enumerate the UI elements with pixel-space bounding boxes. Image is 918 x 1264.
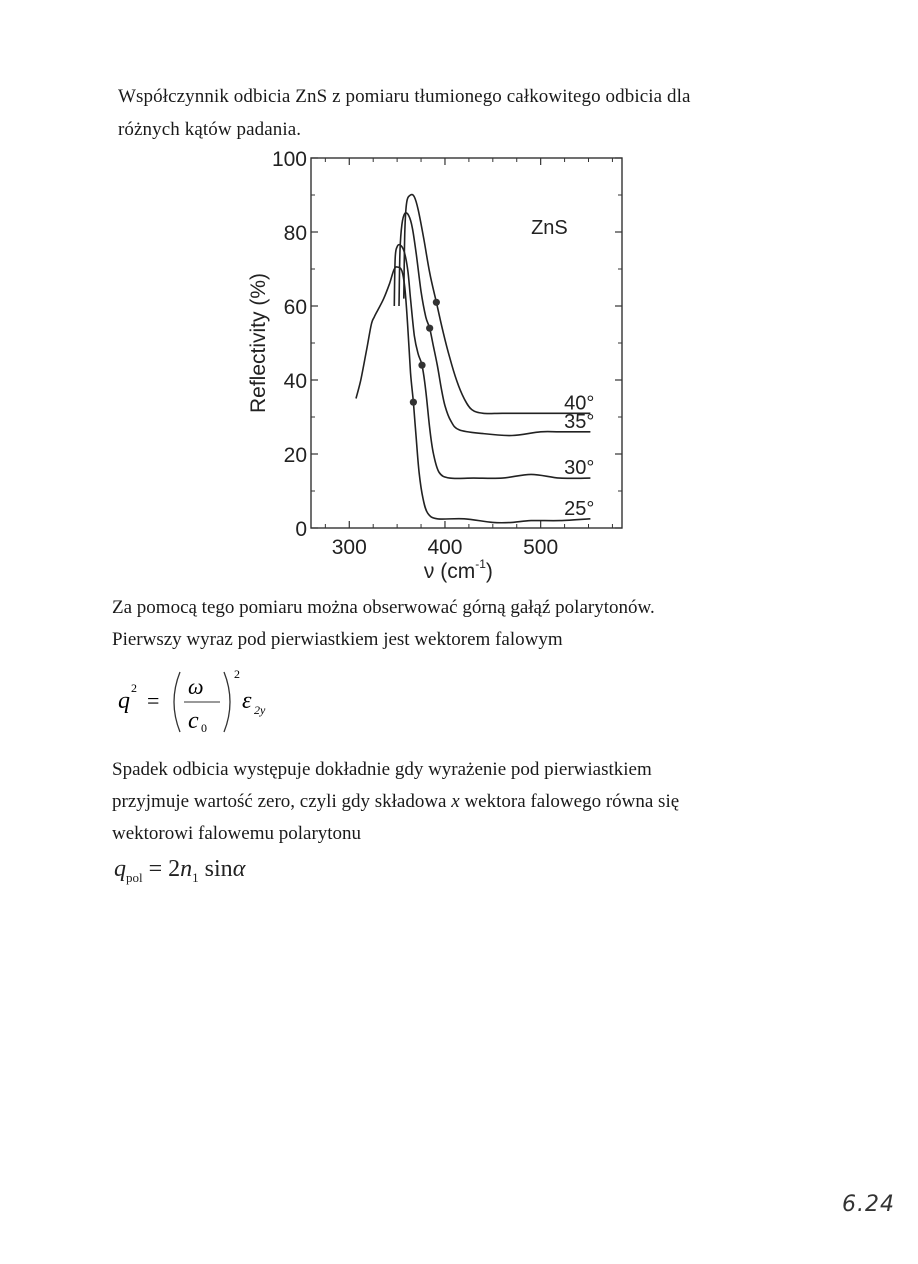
explanation-text: przyjmuje wartość zero, czyli gdy składowa — [112, 791, 452, 812]
intro-line-2: różnych kątów padania. — [118, 119, 302, 140]
variable-x: x — [451, 791, 460, 812]
wavevector-equation — [116, 666, 316, 738]
x-axis-label-close: ) — [485, 560, 493, 583]
series-label-35deg: 35° — [564, 410, 595, 433]
eq1-denominator: c — [188, 708, 199, 734]
eq1-factor-sub: 2y — [254, 703, 266, 717]
intro-line-1: Współczynnik odbicia ZnS z pomiaru tłumionego całkowitego odbicia dla — [118, 86, 691, 107]
explanation-line-3: wektorowi falowemu polarytonu — [112, 823, 362, 844]
y-tick-label: 60 — [283, 296, 307, 319]
x-tick-label: 300 — [331, 536, 367, 559]
eq1-numerator: ω — [188, 674, 204, 699]
y-tick-label: 80 — [283, 222, 307, 245]
intro-paragraph — [118, 80, 691, 146]
eq2-n: n — [180, 856, 193, 882]
series-line-30deg — [394, 245, 590, 479]
series-marker-35deg — [426, 325, 433, 332]
x-tick-label: 400 — [427, 536, 463, 559]
explanation-paragraph — [112, 754, 679, 850]
series-label-30deg: 30° — [564, 457, 595, 480]
explanation-text: wektora falowego równa się — [459, 791, 680, 812]
y-axis-label: Reflectivity (%) — [247, 272, 270, 414]
y-tick-label: 20 — [283, 444, 307, 467]
eq2-lhs: q — [114, 856, 126, 882]
x-tick-labels — [332, 536, 558, 559]
x-tick-label: 500 — [523, 536, 559, 559]
polariton-paragraph — [112, 592, 655, 656]
series-marker-40deg — [433, 299, 440, 306]
polariton-line-1: Za pomocą tego pomiaru można obserwować górną gałąź polarytonów. — [112, 597, 655, 618]
y-tick-label: 0 — [295, 518, 307, 541]
explanation-line-2 — [112, 786, 679, 818]
x-axis-label — [424, 557, 493, 583]
x-axis-label-main: ν (cm — [423, 560, 476, 583]
page-number-handwritten: 6.24 — [842, 1192, 895, 1217]
eq1-left-paren — [174, 672, 180, 732]
eq1-right-paren — [224, 672, 230, 732]
polariton-wavevector-equation — [114, 856, 245, 886]
eq1-denominator-sub: 0 — [201, 721, 207, 735]
eq1-paren-sup: 2 — [234, 667, 240, 681]
eq2-n-sub: 1 — [192, 870, 199, 885]
reflectivity-chart — [240, 148, 640, 588]
eq2-rhs: = 2 — [148, 856, 181, 882]
eq1-factor: ε — [242, 688, 252, 714]
x-axis-label-sup: -1 — [475, 557, 486, 571]
eq1-lhs: q — [118, 688, 130, 714]
series-lines — [356, 195, 590, 523]
material-annotation: ZnS — [531, 217, 568, 239]
series-marker-25deg — [410, 399, 417, 406]
y-tick-label: 40 — [283, 370, 307, 393]
explanation-line-1: Spadek odbicia występuje dokładnie gdy wyrażenie pod pierwiastkiem — [112, 759, 652, 780]
series-line-25deg — [356, 267, 590, 523]
eq1-lhs-sup: 2 — [131, 681, 137, 695]
eq2-func: sin — [204, 856, 233, 882]
eq2-angle: α — [232, 856, 246, 882]
y-tick-label: 100 — [271, 148, 307, 171]
series-marker-30deg — [418, 362, 425, 369]
series-label-40deg: 40° — [564, 392, 595, 415]
series-labels — [564, 392, 594, 519]
eq1-equals: = — [147, 688, 160, 713]
eq2-lhs-sub: pol — [126, 870, 143, 885]
y-tick-labels — [272, 148, 307, 541]
polariton-line-2: Pierwszy wyraz pod pierwiastkiem jest wektorem falowym — [112, 629, 563, 650]
series-label-25deg: 25° — [564, 497, 595, 520]
